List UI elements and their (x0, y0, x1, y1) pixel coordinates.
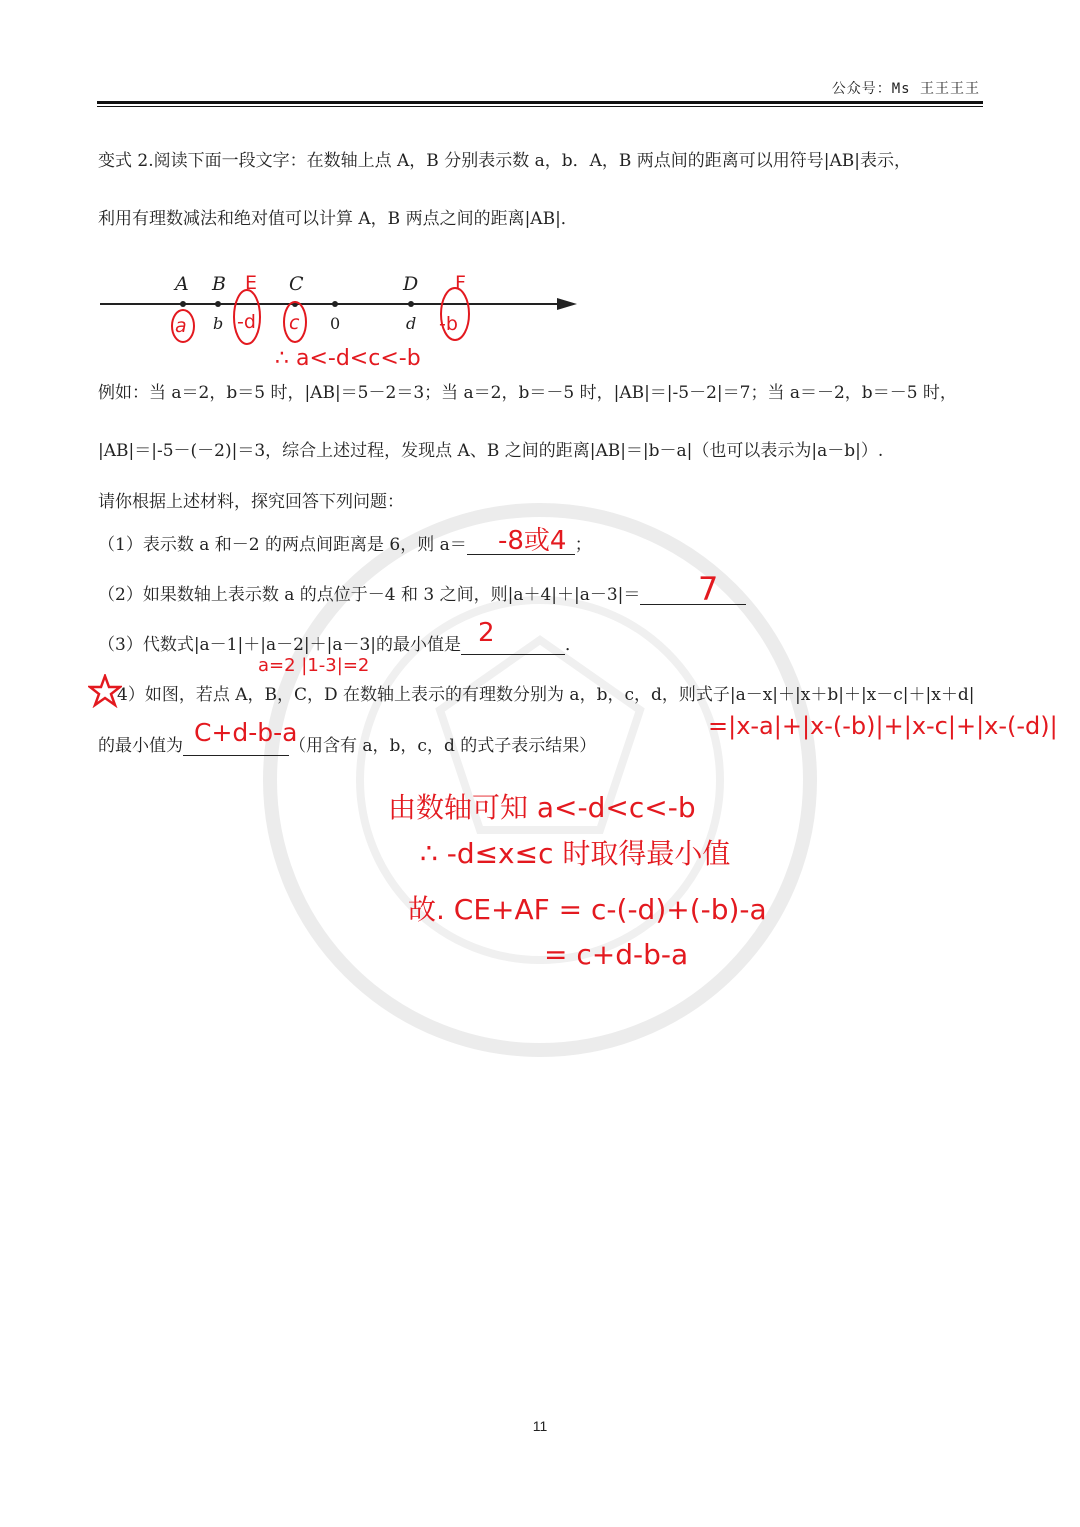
question-3 (98, 630, 582, 655)
hw-value-neg-d: -d (237, 311, 256, 333)
hw-solution-line-1: 由数轴可知 a<-d<c<-b (388, 791, 696, 824)
question-3-text: （3）代数式|a－1|＋|a－2|＋|a－3|的最小值是 (98, 635, 462, 655)
question-4-hint: （用含有 a，b，c，d 的式子表示结果） (289, 736, 597, 756)
question-2-text: （2）如果数轴上表示数 a 的点位于－4 和 3 之间，则|a＋4|＋|a－3|＝ (98, 585, 641, 605)
hw-solution-line-3: 故. CE+AF = c-(-d)+(-b)-a (408, 893, 767, 926)
header-account-name: 公众号：Ms 王王王王 (831, 81, 980, 97)
hw-solution-line-4: = c+d-b-a (544, 938, 689, 971)
intro-line-2: 利用有理数减法和绝对值可以计算 A，B 两点之间的距离|AB|． (98, 209, 578, 229)
question-2 (98, 580, 746, 605)
hw-answer-3: 2 (478, 618, 495, 648)
hw-value-neg-b: -b (439, 313, 458, 335)
hw-answer-4: C+d-b-a (194, 718, 298, 747)
hw-point-f: F (455, 272, 466, 294)
example-line-2: |AB|＝|-5－(－2)|＝3，综合上述过程，发现点 A、B 之间的距离|AB|＝|b－a|（也可以表示为|a－b|）. (98, 441, 884, 461)
value-label-zero: 0 (330, 314, 341, 333)
example-line-1: 例如：当 a＝2，b＝5 时，|AB|＝5－2＝3；当 a＝2，b＝－5 时，|AB|＝|-5－2|＝7；当 a＝－2，b＝－5 时， (98, 383, 957, 403)
number-line-figure (95, 262, 695, 377)
hw-point-e: E (245, 272, 258, 294)
question-4-line-2 (98, 731, 596, 756)
hw-value-c: c (289, 312, 300, 334)
hw-answer-1: -8或4 (498, 526, 567, 556)
point-label-d: D (403, 273, 419, 295)
point-label-b: B (212, 273, 226, 295)
questions-prompt: 请你根据上述材料，探究回答下列问题： (98, 492, 404, 512)
hw-solution-line-2: ∴ -d≤x≤c 时取得最小值 (420, 837, 731, 870)
question-4-line-1: 4）如图，若点 A，B，C，D 在数轴上表示的有理数分别为 a，b，c，d，则式子|a－x|＋|x＋b|＋|x－c|＋|x＋d| (117, 685, 975, 705)
header-rule-thin (97, 106, 983, 107)
hw-value-a: a (175, 315, 187, 337)
question-3-blank (461, 634, 565, 655)
question-3-end: ． (565, 635, 583, 655)
question-1-end: ； (574, 535, 592, 555)
hw-answer-3-note: a=2 |1-3|=2 (258, 655, 370, 676)
hw-answer-2: 7 (698, 570, 719, 608)
hw-conclusion: ∴ a<-d<c<-b (275, 346, 421, 371)
intro-line-1: 变式 2.阅读下面一段文字：在数轴上点 A，B 分别表示数 a，b．A，B 两点间的距离可以用符号|AB|表示， (98, 151, 912, 171)
question-2-blank (640, 584, 746, 605)
question-4-text: 的最小值为 (98, 736, 183, 756)
hw-rewrite: =|x-a|+|x-(-b)|+|x-c|+|x-(-d)| (708, 712, 1058, 740)
value-label-d: d (406, 314, 417, 333)
axis-arrow (557, 298, 577, 310)
page-number: 11 (532, 1418, 548, 1434)
value-label-b: b (213, 314, 224, 333)
point-label-a: A (175, 273, 189, 295)
question-1-text: （1）表示数 a 和－2 的两点间距离是 6，则 a＝ (98, 535, 467, 555)
header-rule-thick (97, 101, 983, 104)
point-label-c: C (289, 273, 304, 295)
